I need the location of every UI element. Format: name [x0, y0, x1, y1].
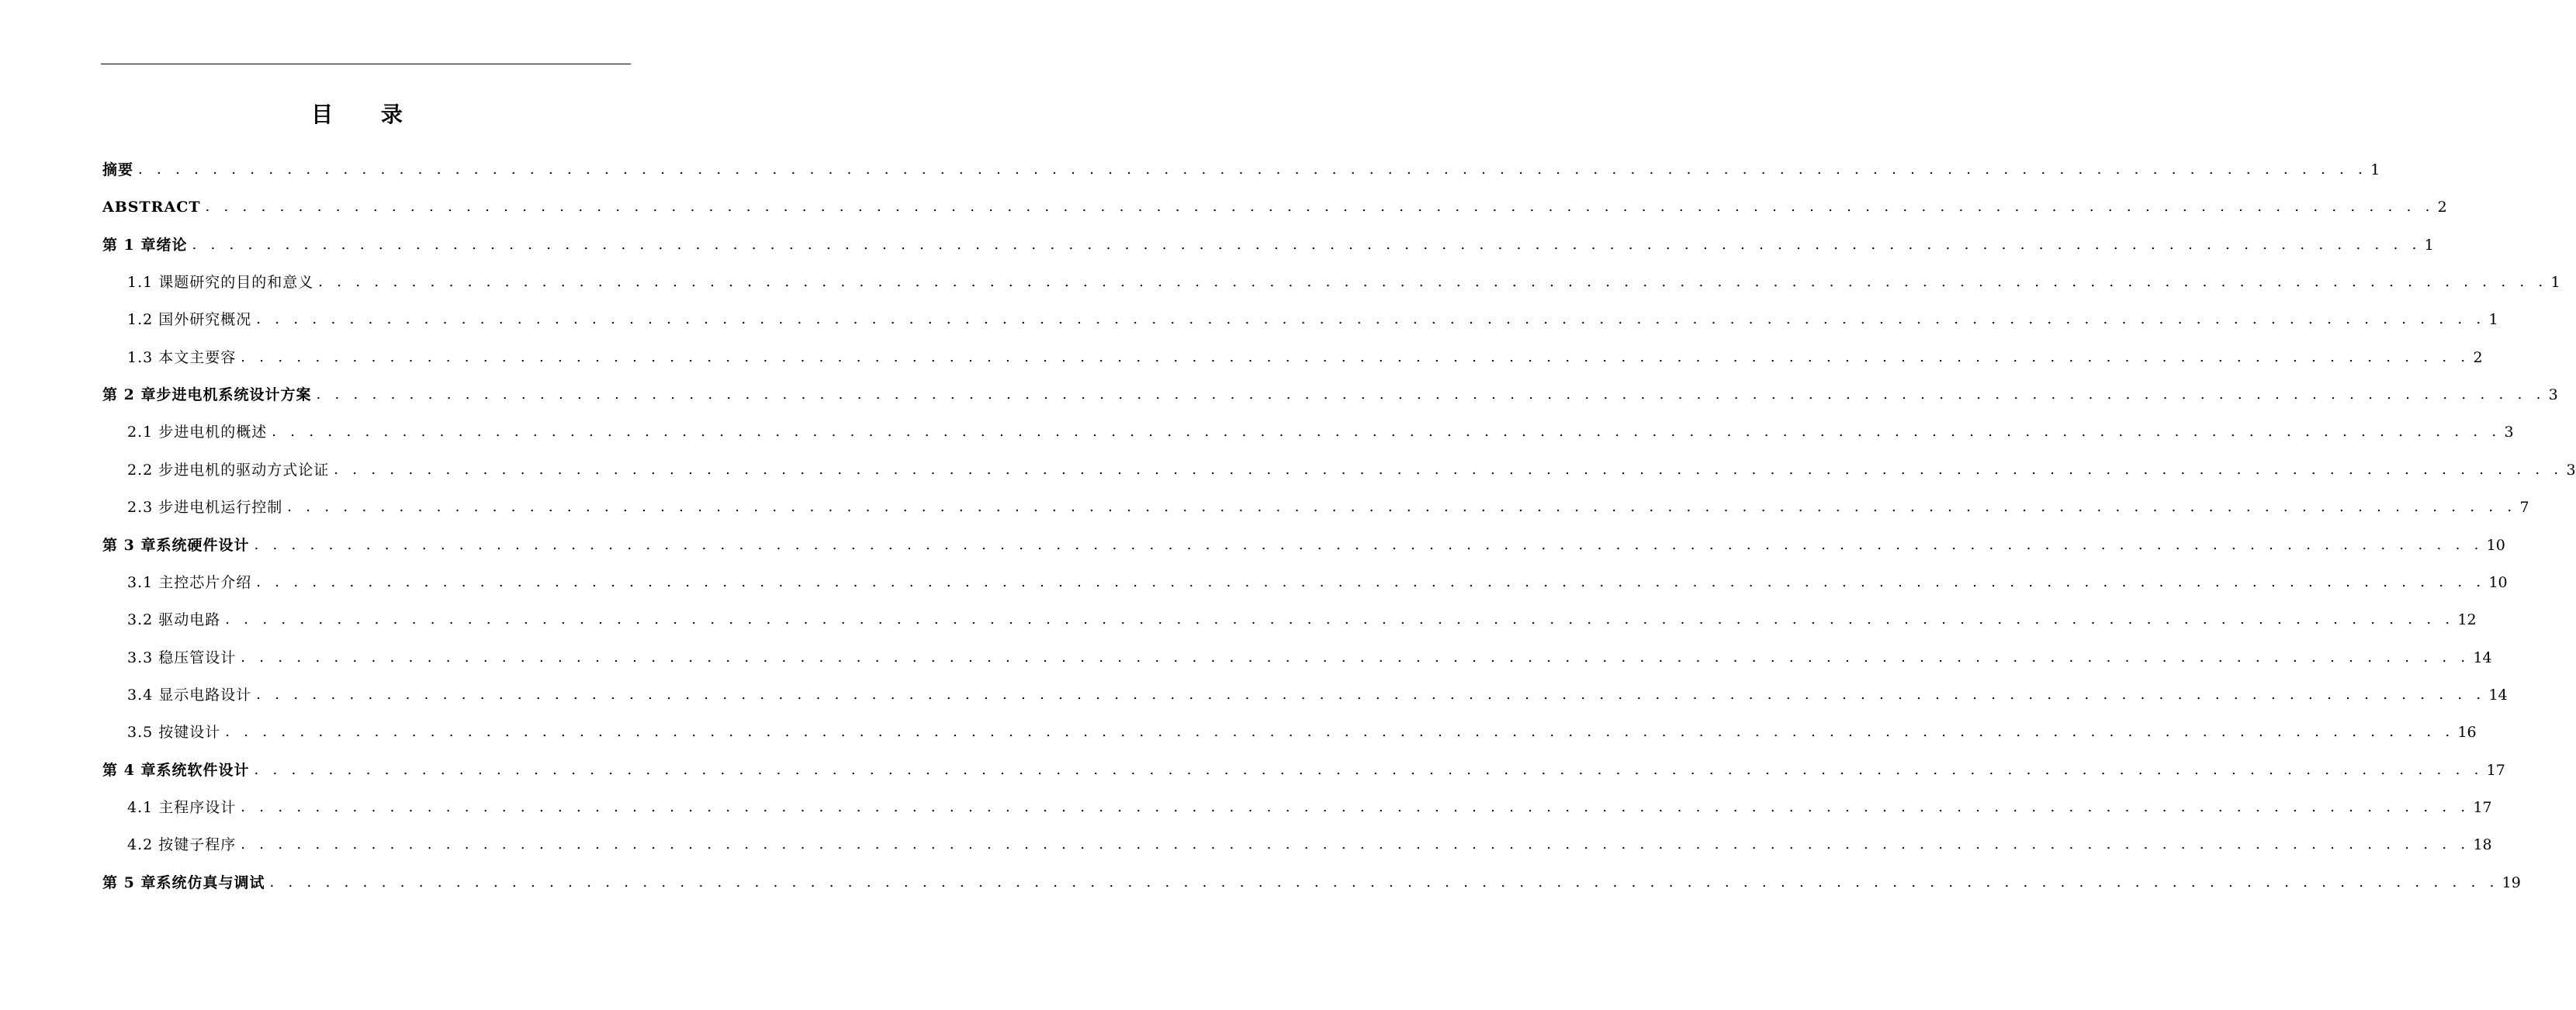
toc-entry-page-number: 1: [2488, 311, 2498, 329]
toc-entry[interactable]: [102, 871, 2521, 894]
toc-entry-page-number: 7: [2519, 499, 2529, 517]
toc-entry-label: 第 1 章绪论: [102, 236, 188, 254]
toc-dot-leader: . . . . . . . . . . . . . . . . . . . . . . . . . . . . . . . . . . . . . . . . . . . . . . . . . . . . . . . . . . . . . . . . . . . . . . . . . . . . . . . . . . . . . . . . . . . . . . . . . . . . . . . . . . . . . . . . . . . . . . . .: [241, 348, 2470, 365]
toc-entry-label: 第 4 章系统软件设计: [102, 761, 250, 779]
toc-entry-page-number: 17: [2473, 798, 2492, 816]
toc-entry[interactable]: [102, 383, 2558, 406]
toc-dot-leader: . . . . . . . . . . . . . . . . . . . . . . . . . . . . . . . . . . . . . . . . . . . . . . . . . . . . . . . . . . . . . . . . . . . . . . . . . . . . . . . . . . . . . . . . . . . . . . . . . . . . . . . . . . . . . . . . . . . . . . . .: [269, 873, 2499, 891]
toc-entry[interactable]: [127, 833, 2492, 856]
toc-entry[interactable]: [102, 158, 2380, 182]
toc-entry[interactable]: [127, 458, 2576, 482]
toc-entry-page-number: 17: [2486, 761, 2505, 779]
toc-entry-label: 1.3 本文主要容: [127, 348, 237, 366]
toc-entry[interactable]: [102, 233, 2434, 257]
toc-entry[interactable]: [102, 195, 2447, 219]
toc-dot-leader: . . . . . . . . . . . . . . . . . . . . . . . . . . . . . . . . . . . . . . . . . . . . . . . . . . . . . . . . . . . . . . . . . . . . . . . . . . . . . . . . . . . . . . . . . . . . . . . . . . . . . . . . . . . . . . . . . . . . . . . .: [205, 199, 2435, 216]
toc-entry-page-number: 1: [2370, 161, 2380, 178]
toc-entry-page-number: 10: [2486, 536, 2505, 554]
toc-dot-leader: . . . . . . . . . . . . . . . . . . . . . . . . . . . . . . . . . . . . . . . . . . . . . . . . . . . . . . . . . . . . . . . . . . . . . . . . . . . . . . . . . . . . . . . . . . . . . . . . . . . . . . . . . . . . . . . . . . . . . . . .: [225, 611, 2455, 628]
toc-entry-page-number: 3: [2504, 424, 2514, 441]
toc-entry-label: 摘要: [102, 161, 134, 178]
toc-entry-label: 3.5 按键设计: [127, 724, 221, 742]
toc-entry[interactable]: [127, 346, 2483, 369]
toc-entry-label: 4.2 按键子程序: [127, 836, 237, 854]
toc-entry-page-number: 14: [2473, 649, 2492, 666]
toc-dot-leader: . . . . . . . . . . . . . . . . . . . . . . . . . . . . . . . . . . . . . . . . . . . . . . . . . . . . . . . . . . . . . . . . . . . . . . . . . . . . . . . . . . . . . . . . . . . . . . . . . . . . . . . . . . . . . . . . . . . . . . . .: [318, 274, 2548, 291]
toc-dot-leader: . . . . . . . . . . . . . . . . . . . . . . . . . . . . . . . . . . . . . . . . . . . . . . . . . . . . . . . . . . . . . . . . . . . . . . . . . . . . . . . . . . . . . . . . . . . . . . . . . . . . . . . . . . . . . . . . . . . . . . . .: [334, 461, 2564, 478]
toc-dot-leader: . . . . . . . . . . . . . . . . . . . . . . . . . . . . . . . . . . . . . . . . . . . . . . . . . . . . . . . . . . . . . . . . . . . . . . . . . . . . . . . . . . . . . . . . . . . . . . . . . . . . . . . . . . . . . . . . . . . . . . . .: [241, 836, 2470, 853]
toc-entry-label: 1.2 国外研究概况: [127, 311, 252, 329]
toc-dot-leader: . . . . . . . . . . . . . . . . . . . . . . . . . . . . . . . . . . . . . . . . . . . . . . . . . . . . . . . . . . . . . . . . . . . . . . . . . . . . . . . . . . . . . . . . . . . . . . . . . . . . . . . . . . . . . . . . . . . . . . . .: [192, 236, 2422, 253]
toc-entry[interactable]: [102, 534, 2505, 557]
toc-dot-leader: . . . . . . . . . . . . . . . . . . . . . . . . . . . . . . . . . . . . . . . . . . . . . . . . . . . . . . . . . . . . . . . . . . . . . . . . . . . . . . . . . . . . . . . . . . . . . . . . . . . . . . . . . . . . . . . . . . . . . . . .: [225, 724, 2455, 741]
toc-entry-label: 3.4 显示电路设计: [127, 686, 252, 704]
toc-entry-page-number: 10: [2488, 573, 2508, 591]
toc-entry-label: 2.1 步进电机的概述: [127, 424, 268, 441]
page-title: 目 录: [311, 102, 423, 127]
toc-entry-label: 4.1 主程序设计: [127, 798, 237, 816]
toc-dot-leader: . . . . . . . . . . . . . . . . . . . . . . . . . . . . . . . . . . . . . . . . . . . . . . . . . . . . . . . . . . . . . . . . . . . . . . . . . . . . . . . . . . . . . . . . . . . . . . . . . . . . . . . . . . . . . . . . . . . . . . . .: [272, 424, 2502, 441]
toc-dot-leader: . . . . . . . . . . . . . . . . . . . . . . . . . . . . . . . . . . . . . . . . . . . . . . . . . . . . . . . . . . . . . . . . . . . . . . . . . . . . . . . . . . . . . . . . . . . . . . . . . . . . . . . . . . . . . . . . . . . . . . . .: [254, 761, 2484, 778]
toc-dot-leader: . . . . . . . . . . . . . . . . . . . . . . . . . . . . . . . . . . . . . . . . . . . . . . . . . . . . . . . . . . . . . . . . . . . . . . . . . . . . . . . . . . . . . . . . . . . . . . . . . . . . . . . . . . . . . . . . . . . . . . . .: [316, 386, 2546, 403]
toc-entry-label: 3.2 驱动电路: [127, 611, 221, 629]
toc-entry-label: 第 3 章系统硬件设计: [102, 536, 250, 554]
toc-entry-label: 3.3 稳压管设计: [127, 649, 237, 666]
toc-entry-page-number: 12: [2457, 611, 2477, 629]
toc-dot-leader: . . . . . . . . . . . . . . . . . . . . . . . . . . . . . . . . . . . . . . . . . . . . . . . . . . . . . . . . . . . . . . . . . . . . . . . . . . . . . . . . . . . . . . . . . . . . . . . . . . . . . . . . . . . . . . . . . . . . . . . .: [138, 161, 2368, 178]
toc-entry[interactable]: [127, 608, 2477, 631]
toc-dot-leader: . . . . . . . . . . . . . . . . . . . . . . . . . . . . . . . . . . . . . . . . . . . . . . . . . . . . . . . . . . . . . . . . . . . . . . . . . . . . . . . . . . . . . . . . . . . . . . . . . . . . . . . . . . . . . . . . . . . . . . . .: [256, 686, 2486, 703]
toc-dot-leader: . . . . . . . . . . . . . . . . . . . . . . . . . . . . . . . . . . . . . . . . . . . . . . . . . . . . . . . . . . . . . . . . . . . . . . . . . . . . . . . . . . . . . . . . . . . . . . . . . . . . . . . . . . . . . . . . . . . . . . . .: [254, 536, 2484, 553]
toc-dot-leader: . . . . . . . . . . . . . . . . . . . . . . . . . . . . . . . . . . . . . . . . . . . . . . . . . . . . . . . . . . . . . . . . . . . . . . . . . . . . . . . . . . . . . . . . . . . . . . . . . . . . . . . . . . . . . . . . . . . . . . . .: [241, 649, 2470, 666]
toc-entry-page-number: 1: [2424, 236, 2434, 254]
toc-entry[interactable]: [127, 796, 2492, 819]
toc-entry[interactable]: [102, 759, 2505, 782]
toc-entry-page-number: 3: [2548, 386, 2558, 404]
toc-entry-label: 2.2 步进电机的驱动方式论证: [127, 461, 330, 479]
toc-entry[interactable]: [127, 683, 2508, 707]
toc-entry[interactable]: [127, 496, 2529, 519]
toc-dot-leader: . . . . . . . . . . . . . . . . . . . . . . . . . . . . . . . . . . . . . . . . . . . . . . . . . . . . . . . . . . . . . . . . . . . . . . . . . . . . . . . . . . . . . . . . . . . . . . . . . . . . . . . . . . . . . . . . . . . . . . . .: [256, 573, 2486, 590]
toc-entry-label: 1.1 课题研究的目的和意义: [127, 274, 314, 292]
toc-entry-page-number: 2: [2473, 348, 2483, 366]
toc-entry[interactable]: [127, 271, 2560, 294]
toc-entry-label: 3.1 主控芯片介绍: [127, 573, 252, 591]
toc-entry-page-number: 2: [2437, 199, 2447, 216]
toc-dot-leader: . . . . . . . . . . . . . . . . . . . . . . . . . . . . . . . . . . . . . . . . . . . . . . . . . . . . . . . . . . . . . . . . . . . . . . . . . . . . . . . . . . . . . . . . . . . . . . . . . . . . . . . . . . . . . . . . . . . . . . . .: [241, 798, 2470, 815]
toc-entry-label: ABSTRACT: [102, 199, 201, 216]
toc-entry-page-number: 3: [2566, 461, 2576, 479]
toc-entry[interactable]: [127, 646, 2492, 669]
toc-entry[interactable]: [127, 420, 2514, 444]
toc-entry-page-number: 1: [2550, 274, 2560, 292]
toc-entry-page-number: 16: [2457, 724, 2477, 742]
toc-entry-page-number: 19: [2502, 873, 2521, 891]
toc-entry-page-number: 18: [2473, 836, 2492, 854]
toc-entry-page-number: 14: [2488, 686, 2508, 704]
toc-entry[interactable]: [127, 721, 2477, 744]
toc-entry[interactable]: [127, 308, 2498, 331]
toc-entry-label: 2.3 步进电机运行控制: [127, 499, 283, 517]
toc-entry-label: 第 5 章系统仿真与调试: [102, 873, 265, 891]
toc-dot-leader: . . . . . . . . . . . . . . . . . . . . . . . . . . . . . . . . . . . . . . . . . . . . . . . . . . . . . . . . . . . . . . . . . . . . . . . . . . . . . . . . . . . . . . . . . . . . . . . . . . . . . . . . . . . . . . . . . . . . . . . .: [287, 499, 2517, 516]
toc-dot-leader: . . . . . . . . . . . . . . . . . . . . . . . . . . . . . . . . . . . . . . . . . . . . . . . . . . . . . . . . . . . . . . . . . . . . . . . . . . . . . . . . . . . . . . . . . . . . . . . . . . . . . . . . . . . . . . . . . . . . . . . .: [256, 311, 2486, 328]
toc-entry[interactable]: [127, 571, 2508, 594]
toc-entry-label: 第 2 章步进电机系统设计方案: [102, 386, 312, 404]
